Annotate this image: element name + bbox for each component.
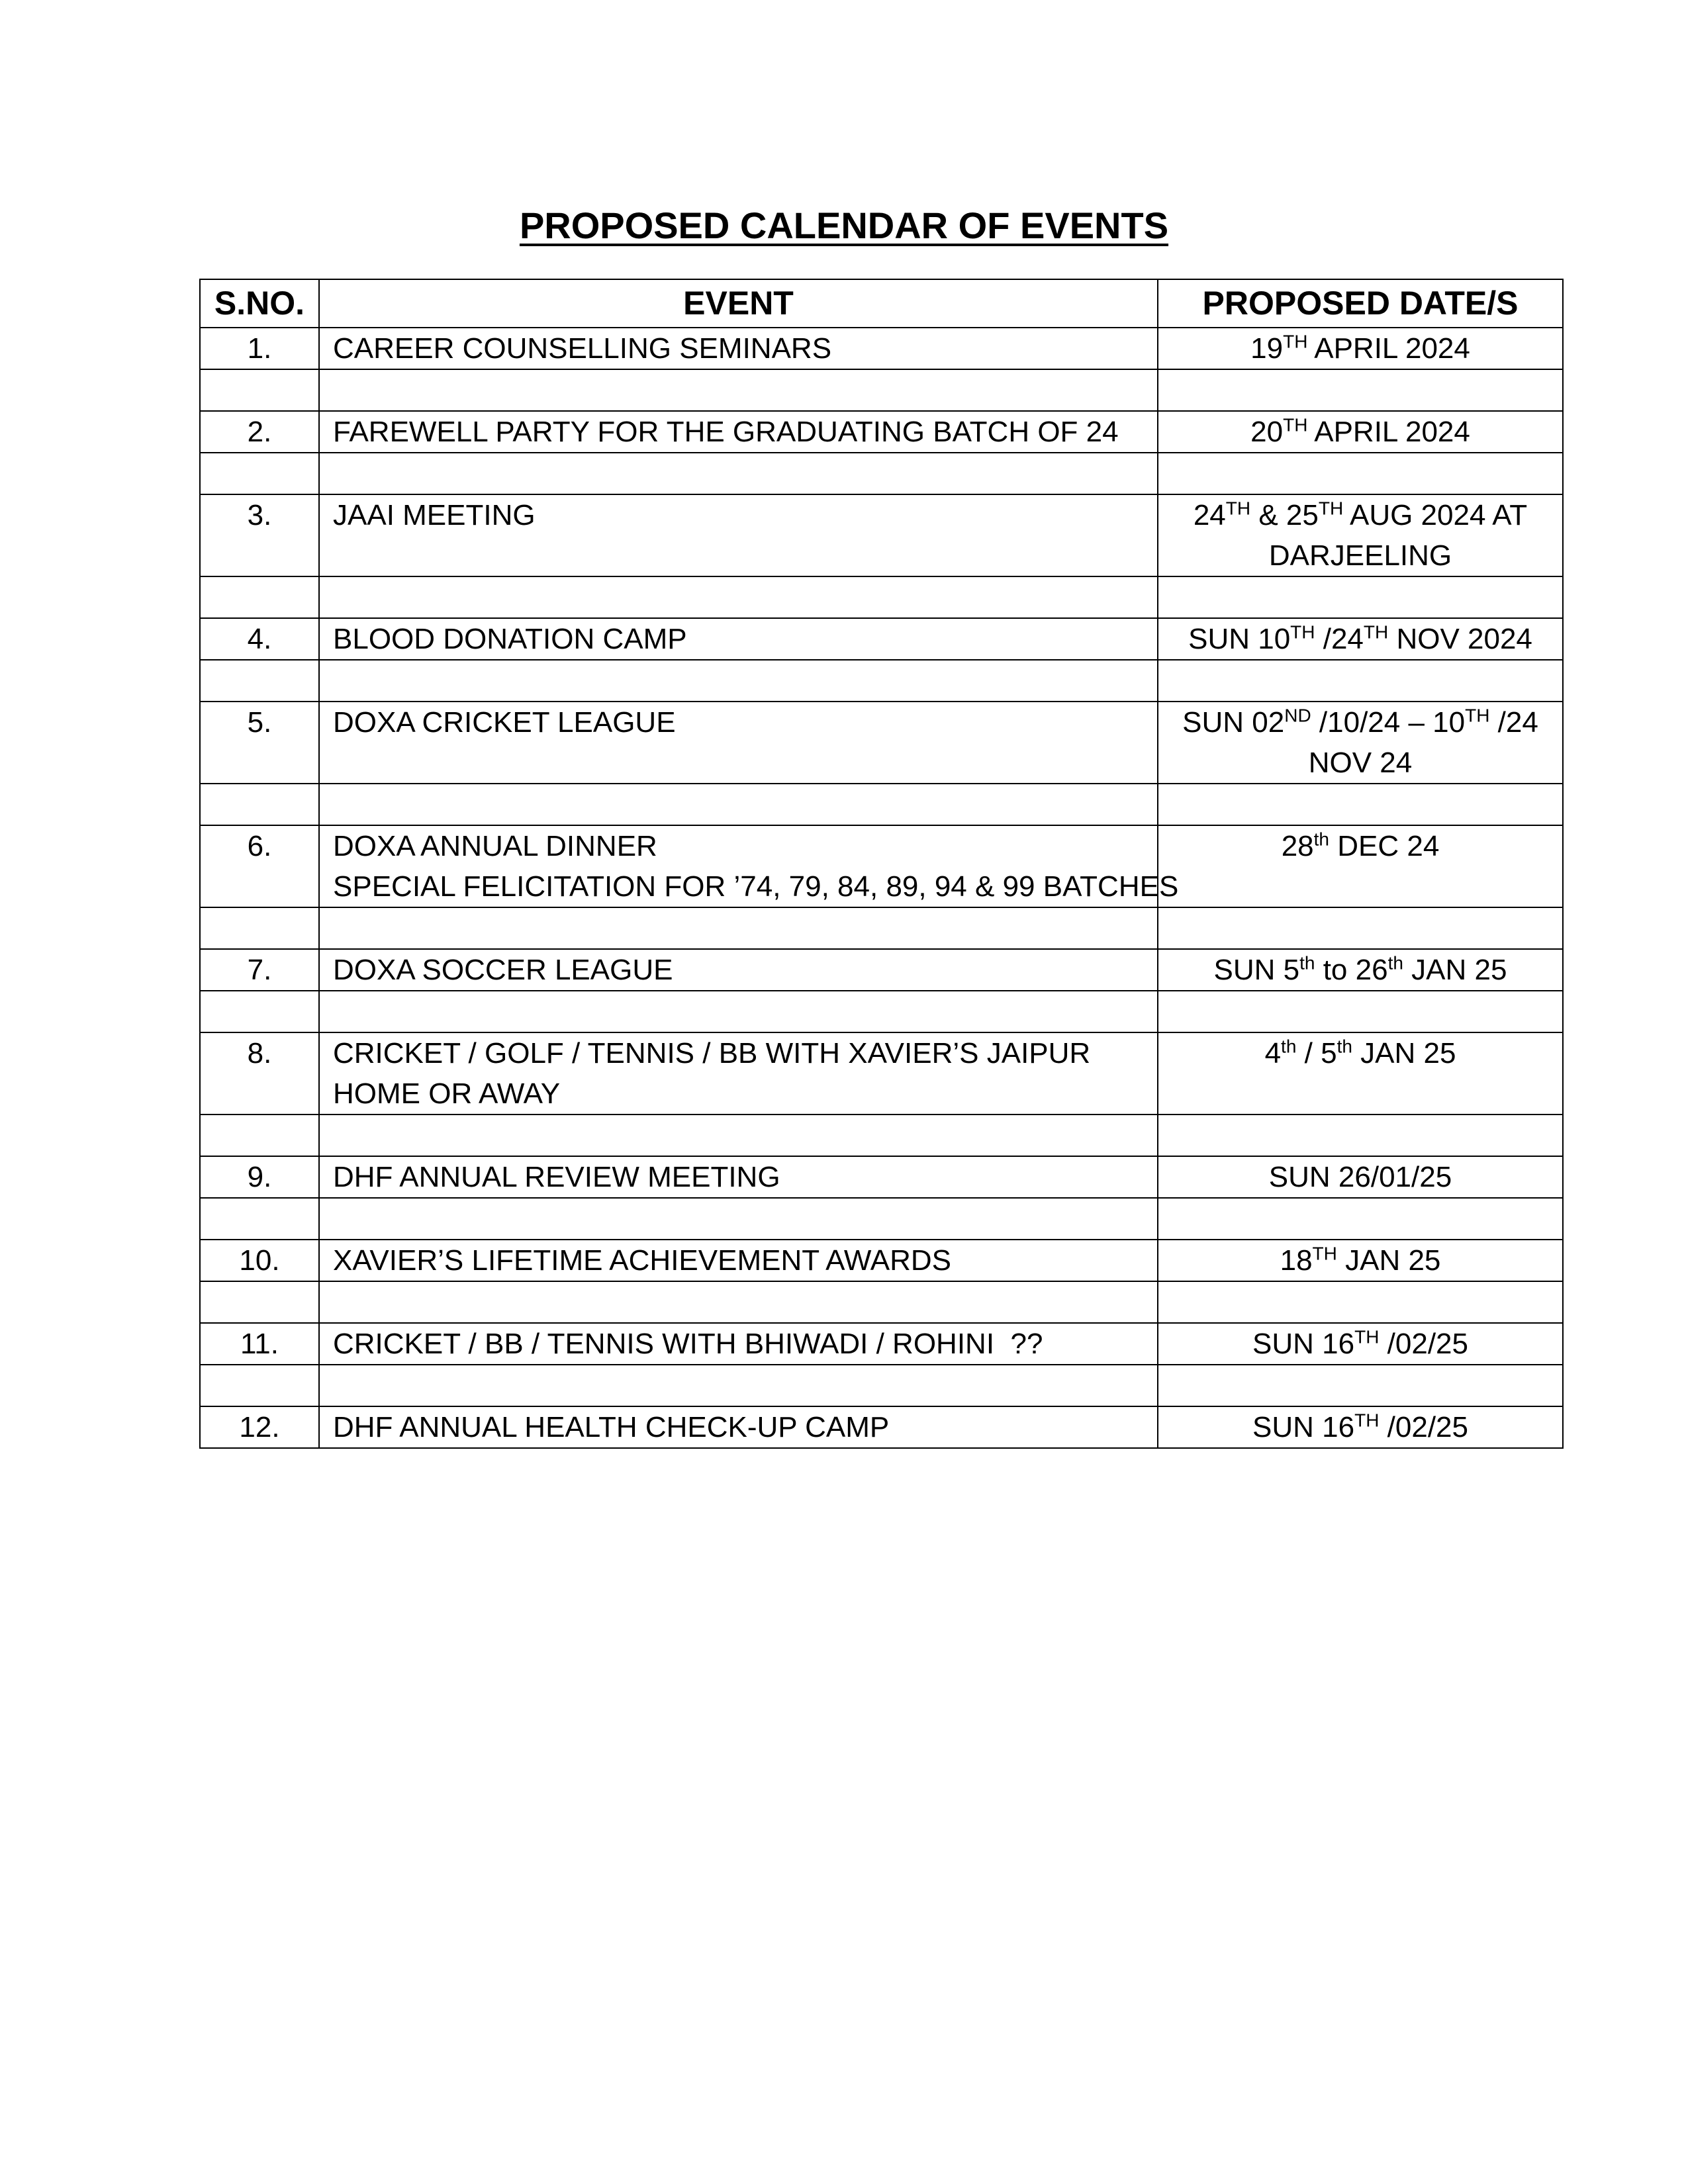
events-table	[199, 279, 1564, 1449]
empty-cell	[319, 369, 1158, 411]
date-cell	[1158, 1240, 1563, 1281]
event-cell	[319, 411, 1158, 453]
spacer-row	[200, 453, 1563, 494]
ordinal-suffix: TH	[1363, 621, 1389, 643]
table-row	[200, 1406, 1563, 1448]
header-date: PROPOSED DATE/S	[1158, 279, 1563, 328]
date-text: 20	[1250, 416, 1284, 448]
date-line	[1172, 495, 1549, 535]
events-table-body	[200, 328, 1563, 1448]
date-text: SUN 16	[1252, 1328, 1355, 1360]
date-cell	[1158, 494, 1563, 576]
table-row	[200, 411, 1563, 453]
serial-number-cell: 10.	[200, 1240, 319, 1281]
date-text: 28	[1281, 830, 1314, 862]
event-cell	[319, 1323, 1158, 1365]
event-line: HOME OR AWAY	[333, 1077, 561, 1110]
date-cell	[1158, 1032, 1563, 1115]
date-text: SUN 10	[1188, 623, 1291, 655]
date-cell	[1158, 825, 1563, 907]
spacer-row	[200, 1198, 1563, 1240]
ordinal-suffix: TH	[1465, 705, 1490, 726]
spacer-row	[200, 784, 1563, 825]
date-cell	[1158, 618, 1563, 660]
event-line: DHF ANNUAL HEALTH CHECK-UP CAMP	[333, 1411, 890, 1443]
date-line	[1172, 535, 1549, 576]
serial-number-cell: 2.	[200, 411, 319, 453]
spacer-row	[200, 907, 1563, 949]
serial-number-cell: 8.	[200, 1032, 319, 1115]
serial-number-cell: 9.	[200, 1156, 319, 1198]
empty-cell	[319, 1115, 1158, 1156]
serial-number-cell: 7.	[200, 949, 319, 991]
ordinal-suffix: th	[1313, 829, 1329, 850]
event-cell	[319, 618, 1158, 660]
date-text: SUN 02	[1182, 706, 1285, 739]
date-text: 24	[1193, 499, 1226, 531]
ordinal-suffix: TH	[1312, 1243, 1337, 1264]
event-line: CRICKET / BB / TENNIS WITH BHIWADI / ROHINI ??	[333, 1328, 1043, 1360]
ordinal-suffix: TH	[1283, 414, 1308, 435]
date-text: APRIL 2024	[1307, 332, 1470, 365]
event-cell	[319, 494, 1158, 576]
date-line	[1172, 1240, 1549, 1281]
serial-number-cell: 5.	[200, 702, 319, 784]
date-line	[1172, 826, 1549, 866]
date-text: /02/25	[1379, 1328, 1468, 1360]
empty-cell	[200, 784, 319, 825]
event-cell	[319, 1240, 1158, 1281]
ordinal-suffix: th	[1281, 1036, 1297, 1057]
table-row	[200, 825, 1563, 907]
spacer-row	[200, 1281, 1563, 1323]
ordinal-suffix: th	[1387, 952, 1403, 974]
table-row	[200, 949, 1563, 991]
empty-cell	[200, 369, 319, 411]
event-line: FAREWELL PARTY FOR THE GRADUATING BATCH OF 24	[333, 416, 1119, 448]
date-cell	[1158, 1156, 1563, 1198]
empty-cell	[200, 1281, 319, 1323]
empty-cell	[1158, 907, 1563, 949]
table-row	[200, 494, 1563, 576]
date-line	[1172, 1324, 1549, 1364]
empty-cell	[319, 907, 1158, 949]
date-line	[1172, 950, 1549, 990]
table-row	[200, 1032, 1563, 1115]
event-line: XAVIER’S LIFETIME ACHIEVEMENT AWARDS	[333, 1244, 951, 1277]
serial-number-cell: 4.	[200, 618, 319, 660]
event-cell	[319, 825, 1179, 907]
date-cell	[1158, 1323, 1563, 1365]
serial-number-cell: 11.	[200, 1323, 319, 1365]
date-text: & 25	[1250, 499, 1319, 531]
date-text: /10/24 – 10	[1311, 706, 1466, 739]
date-line	[1172, 743, 1549, 783]
spacer-row	[200, 1115, 1563, 1156]
event-cell	[319, 328, 1158, 369]
date-text: NOV 24	[1308, 747, 1413, 779]
event-cell	[319, 702, 1158, 784]
date-text: /02/25	[1379, 1411, 1468, 1443]
empty-cell	[319, 784, 1158, 825]
serial-number-cell: 1.	[200, 328, 319, 369]
empty-cell	[1158, 576, 1563, 618]
date-line	[1172, 702, 1549, 743]
date-cell	[1158, 702, 1563, 784]
date-cell	[1158, 328, 1563, 369]
table-header-row	[200, 279, 1563, 328]
header-sno: S.NO.	[200, 279, 319, 328]
table-row	[200, 328, 1563, 369]
table-row	[200, 1323, 1563, 1365]
date-text: to 26	[1315, 954, 1388, 986]
date-line	[1172, 1407, 1549, 1447]
date-text: 18	[1280, 1244, 1313, 1277]
date-line	[1172, 328, 1549, 369]
event-cell	[319, 1406, 1158, 1448]
ordinal-suffix: TH	[1290, 621, 1315, 643]
event-line: DOXA CRICKET LEAGUE	[333, 706, 676, 739]
empty-cell	[319, 453, 1158, 494]
empty-cell	[319, 1365, 1158, 1406]
empty-cell	[200, 660, 319, 702]
empty-cell	[319, 576, 1158, 618]
ordinal-suffix: th	[1299, 952, 1315, 974]
spacer-row	[200, 576, 1563, 618]
table-row	[200, 1156, 1563, 1198]
event-line: DOXA SOCCER LEAGUE	[333, 954, 673, 986]
empty-cell	[1158, 453, 1563, 494]
spacer-row	[200, 660, 1563, 702]
event-line: BLOOD DONATION CAMP	[333, 623, 687, 655]
header-event: EVENT	[319, 279, 1158, 328]
serial-number-cell: 3.	[200, 494, 319, 576]
date-line	[1172, 1033, 1549, 1073]
ordinal-suffix: TH	[1354, 1410, 1380, 1431]
empty-cell	[1158, 1198, 1563, 1240]
date-text: SUN 16	[1252, 1411, 1355, 1443]
event-cell	[319, 949, 1158, 991]
empty-cell	[200, 1365, 319, 1406]
date-text: JAN 25	[1352, 1037, 1456, 1069]
spacer-row	[200, 369, 1563, 411]
empty-cell	[200, 453, 319, 494]
ordinal-suffix: TH	[1318, 498, 1344, 519]
ordinal-suffix: TH	[1283, 331, 1308, 352]
table-row	[200, 702, 1563, 784]
date-text: 4	[1264, 1037, 1282, 1069]
event-cell	[319, 1032, 1158, 1115]
empty-cell	[319, 1198, 1158, 1240]
empty-cell	[200, 991, 319, 1032]
date-text: DEC 24	[1329, 830, 1440, 862]
empty-cell	[1158, 369, 1563, 411]
date-text: DARJEELING	[1268, 539, 1452, 572]
date-line	[1172, 619, 1549, 659]
empty-cell	[200, 576, 319, 618]
empty-cell	[200, 907, 319, 949]
spacer-row	[200, 1365, 1563, 1406]
serial-number-cell: 12.	[200, 1406, 319, 1448]
ordinal-suffix: TH	[1354, 1326, 1380, 1347]
empty-cell	[200, 1115, 319, 1156]
date-text: AUG 2024 AT	[1343, 499, 1528, 531]
empty-cell	[1158, 784, 1563, 825]
date-cell	[1158, 411, 1563, 453]
date-text: JAN 25	[1403, 954, 1507, 986]
event-cell	[319, 1156, 1158, 1198]
ordinal-suffix: th	[1336, 1036, 1352, 1057]
event-line: DOXA ANNUAL DINNER	[333, 830, 657, 862]
empty-cell	[1158, 1281, 1563, 1323]
date-cell	[1158, 1406, 1563, 1448]
empty-cell	[319, 660, 1158, 702]
ordinal-suffix: ND	[1284, 705, 1311, 726]
date-text: 19	[1250, 332, 1284, 365]
spacer-row	[200, 991, 1563, 1032]
page-title: PROPOSED CALENDAR OF EVENTS	[519, 205, 1169, 246]
date-text: /24	[1489, 706, 1538, 739]
date-text: SUN 5	[1213, 954, 1300, 986]
date-text: / 5	[1296, 1037, 1337, 1069]
date-text: APRIL 2024	[1307, 416, 1470, 448]
empty-cell	[1158, 1365, 1563, 1406]
empty-cell	[319, 991, 1158, 1032]
serial-number-cell: 6.	[200, 825, 319, 907]
empty-cell	[200, 1198, 319, 1240]
date-line	[1172, 1157, 1549, 1197]
event-line: JAAI MEETING	[333, 499, 536, 531]
ordinal-suffix: TH	[1225, 498, 1251, 519]
date-text: NOV 2024	[1388, 623, 1532, 655]
date-text: /24	[1315, 623, 1364, 655]
event-line: CRICKET / GOLF / TENNIS / BB WITH XAVIER’S JAIPUR	[333, 1037, 1091, 1069]
date-text: JAN 25	[1336, 1244, 1441, 1277]
empty-cell	[1158, 991, 1563, 1032]
date-line	[1172, 412, 1549, 452]
table-row	[200, 1240, 1563, 1281]
empty-cell	[1158, 660, 1563, 702]
event-line: DHF ANNUAL REVIEW MEETING	[333, 1161, 780, 1193]
empty-cell	[1158, 1115, 1563, 1156]
empty-cell	[319, 1281, 1158, 1323]
event-line: CAREER COUNSELLING SEMINARS	[333, 332, 832, 365]
event-line: SPECIAL FELICITATION FOR ’74, 79, 84, 89, 94 & 99 BATCHES	[333, 870, 1179, 903]
date-cell	[1158, 949, 1563, 991]
table-row	[200, 618, 1563, 660]
date-text: SUN 26/01/25	[1268, 1161, 1452, 1193]
